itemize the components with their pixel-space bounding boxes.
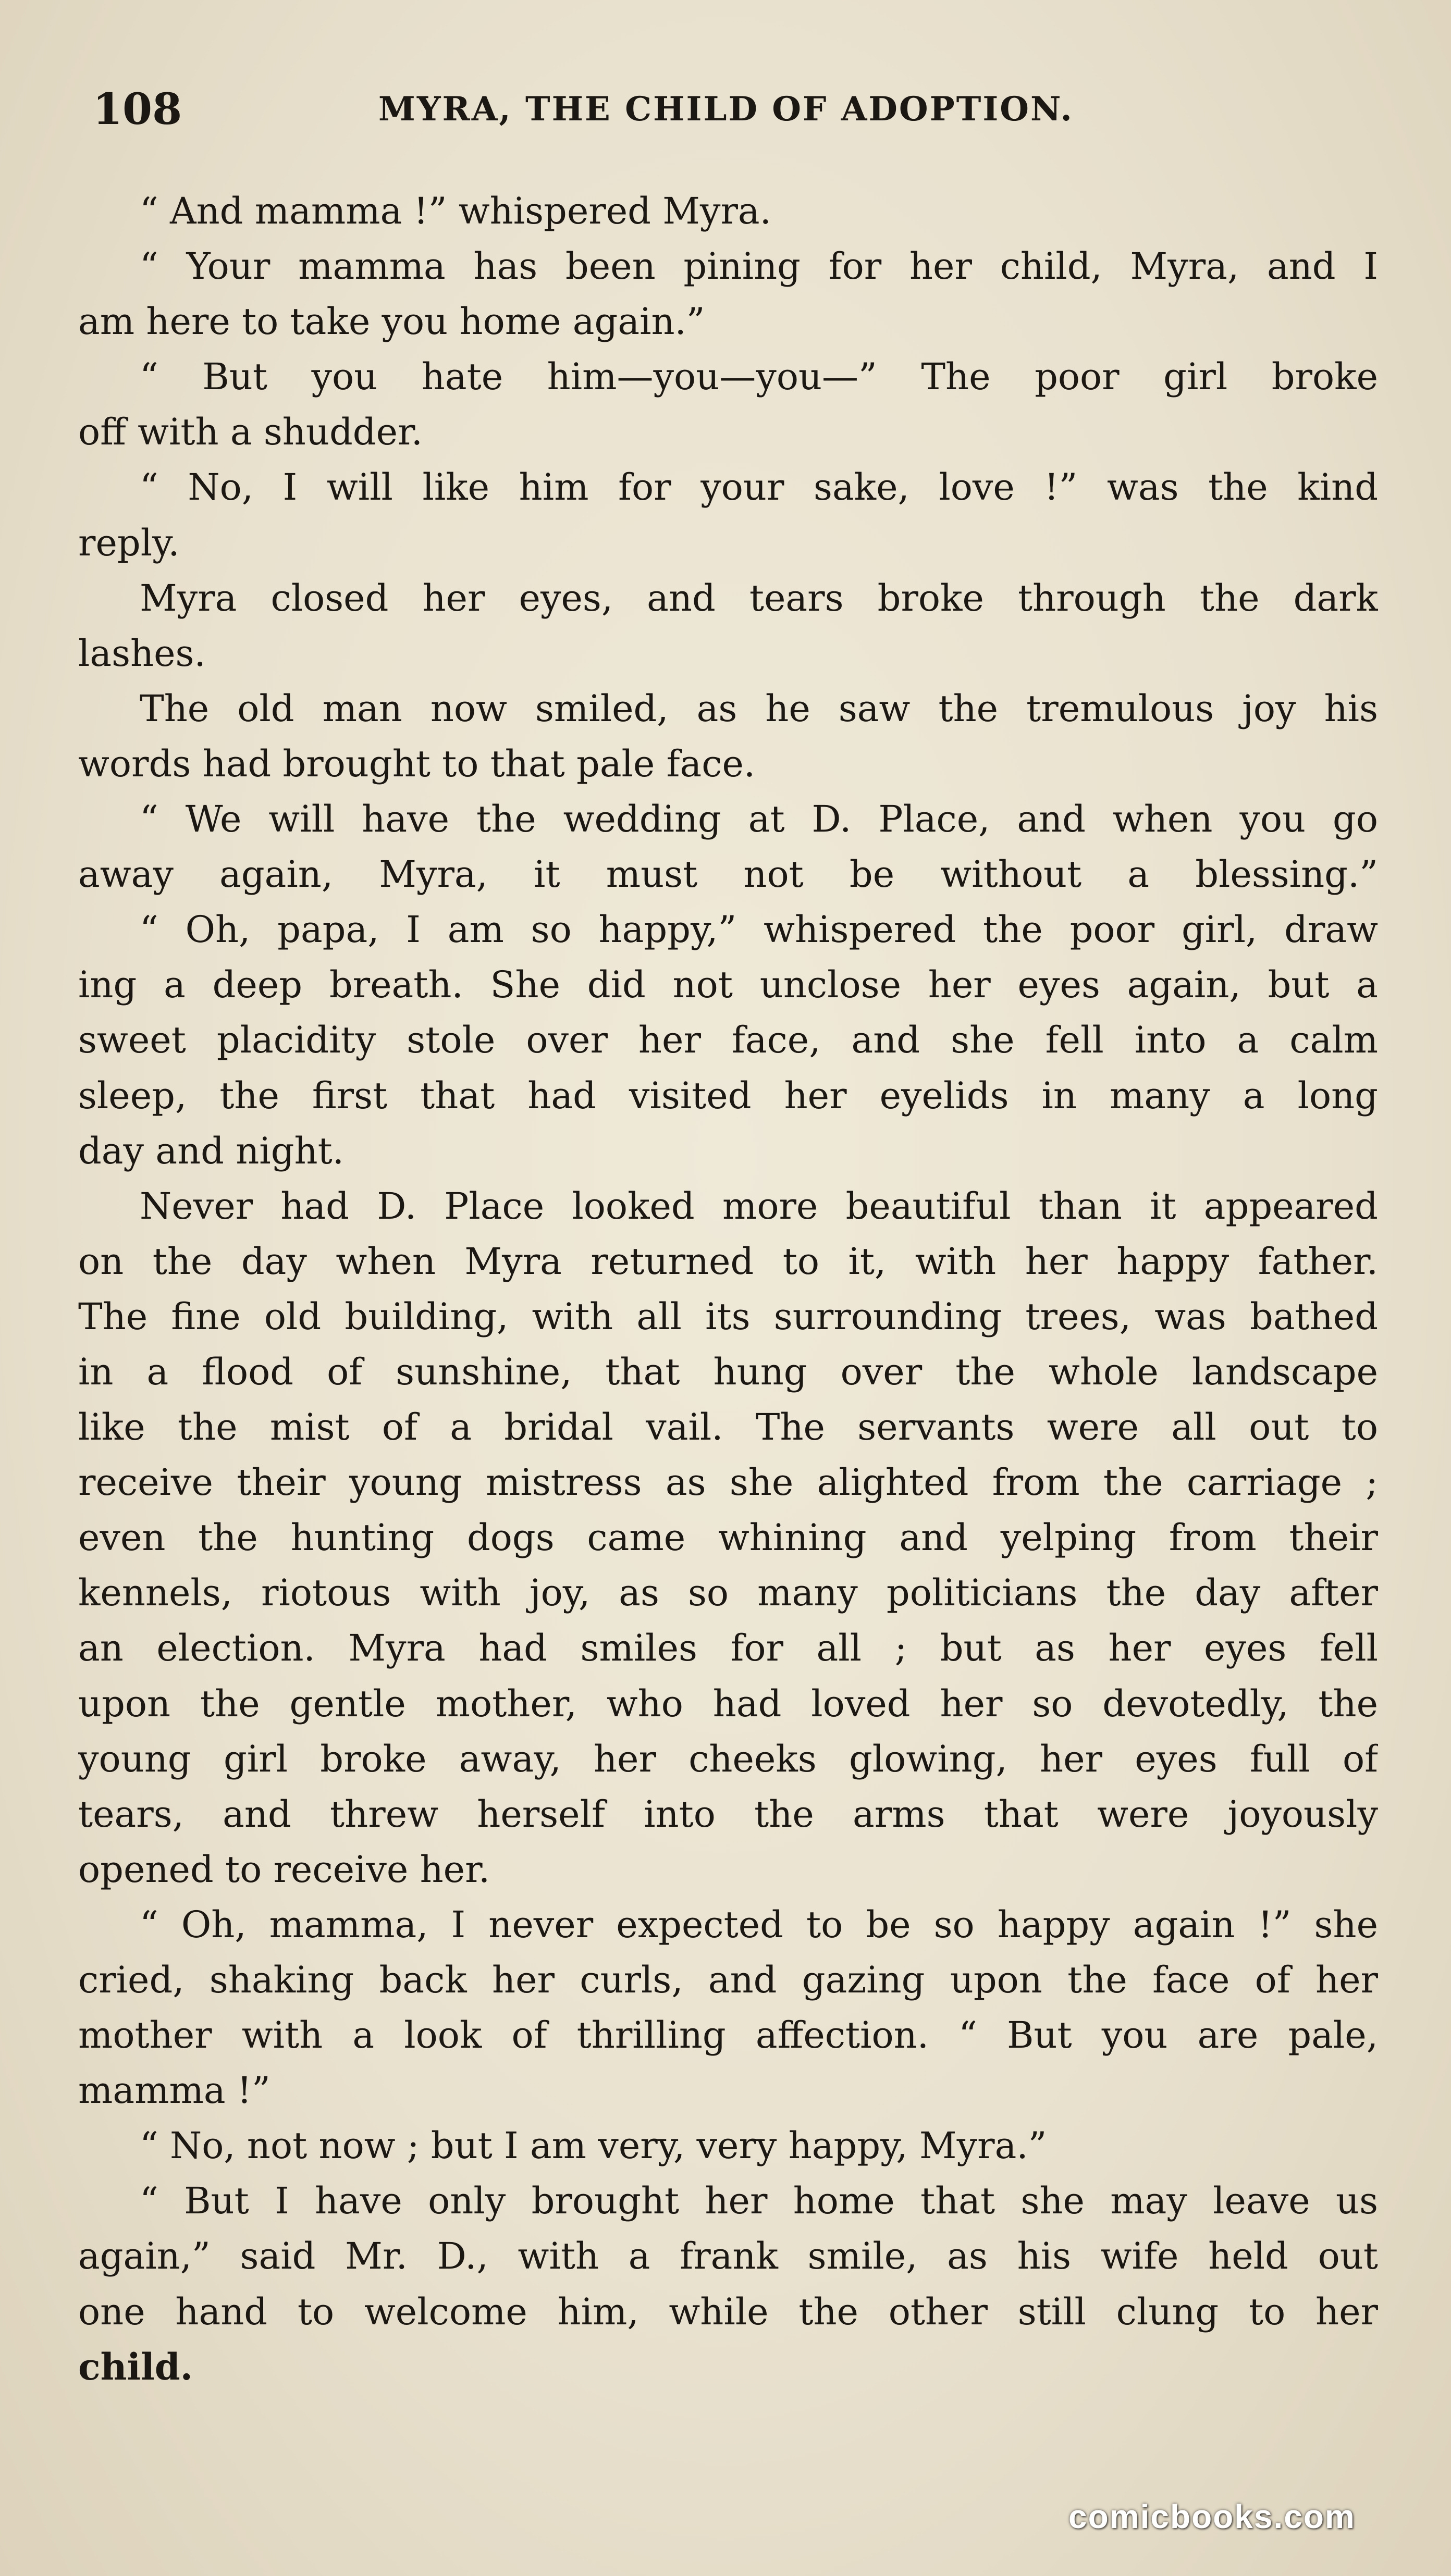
text-line: again,” said Mr. D., with a frank smile, as his wife held out: [78, 2235, 1378, 2278]
text-line: “ Oh, mamma, I never expected to be so happy again !” she: [140, 1903, 1378, 1946]
text-line: on the day when Myra returned to it, with her happy father.: [78, 1240, 1378, 1283]
text-line: lashes.: [78, 631, 206, 675]
text-line: one hand to welcome him, while the other still clung to her: [78, 2290, 1378, 2333]
text-line: The old man now smiled, as he saw the tremulous joy his: [140, 687, 1378, 730]
text-line: opened to receive her.: [78, 1848, 490, 1891]
text-line: cried, shaking back her curls, and gazing upon the face of her: [78, 1959, 1378, 2001]
body-text: [78, 183, 1378, 2395]
text-line: even the hunting dogs came whining and yelping from their: [78, 1516, 1378, 1559]
text-line: am here to take you home again.”: [78, 300, 705, 343]
text-line: “ But I have only brought her home that she may leave us: [140, 2179, 1378, 2223]
watermark: comicbooks.com: [1068, 2498, 1356, 2535]
text-line: tears, and threw herself into the arms that were joyously: [78, 1792, 1378, 1836]
text-line: in a flood of sunshine, that hung over the whole landscape: [78, 1350, 1378, 1393]
text-line: Never had D. Place looked more beautiful than it appeared: [140, 1184, 1378, 1228]
page-header: [93, 78, 1391, 141]
text-line: sweet placidity stole over her face, and she fell into a calm: [78, 1019, 1378, 1062]
text-line: “ And mamma !” whispered Myra.: [140, 190, 771, 232]
text-line: words had brought to that pale face.: [78, 742, 756, 785]
text-line: “ But you hate him—you—you—” The poor girl broke: [140, 355, 1378, 399]
text-line: “ Your mamma has been pining for her child, Myra, and I: [140, 245, 1378, 288]
text-line: child.: [78, 2345, 193, 2388]
text-line: sleep, the first that had visited her eyelids in many a long: [78, 1074, 1378, 1117]
text-line: day and night.: [78, 1129, 344, 1172]
text-line: ing a deep breath. She did not unclose her eyes again, but a: [78, 963, 1378, 1007]
text-line: an election. Myra had smiles for all ; but as her eyes fell: [78, 1627, 1378, 1670]
text-line: kennels, riotous with joy, as so many politicians the day after: [78, 1571, 1378, 1615]
text-line: away again, Myra, it must not be without a blessing.”: [78, 853, 1378, 896]
text-line: upon the gentle mother, who had loved her so devotedly, the: [78, 1682, 1378, 1725]
running-head: MYRA, THE CHILD OF ADOPTION.: [378, 90, 1074, 129]
text-line: “ No, I will like him for your sake, love !” was the kind: [140, 466, 1378, 509]
text-line: mamma !”: [78, 2069, 270, 2112]
text-line: like the mist of a bridal vail. The servants were all out to: [78, 1406, 1378, 1449]
text-line: receive their young mistress as she alighted from the carriage ;: [78, 1461, 1378, 1504]
text-line: mother with a look of thrilling affection. “ But you are pale,: [78, 2014, 1378, 2057]
text-line: “ We will have the wedding at D. Place, and when you go: [140, 798, 1378, 841]
page-number: 108: [93, 84, 182, 134]
text-line: young girl broke away, her cheeks glowing, her eyes full of: [78, 1737, 1378, 1780]
text-line: “ No, not now ; but I am very, very happy, Myra.”: [140, 2124, 1047, 2168]
text-line: “ Oh, papa, I am so happy,” whispered the poor girl, draw: [140, 908, 1378, 951]
text-line: The fine old building, with all its surrounding trees, was bathed: [78, 1295, 1378, 1338]
text-line: reply.: [78, 521, 180, 564]
text-line: off with a shudder.: [78, 411, 423, 454]
text-line: Myra closed her eyes, and tears broke through the dark: [140, 576, 1378, 620]
